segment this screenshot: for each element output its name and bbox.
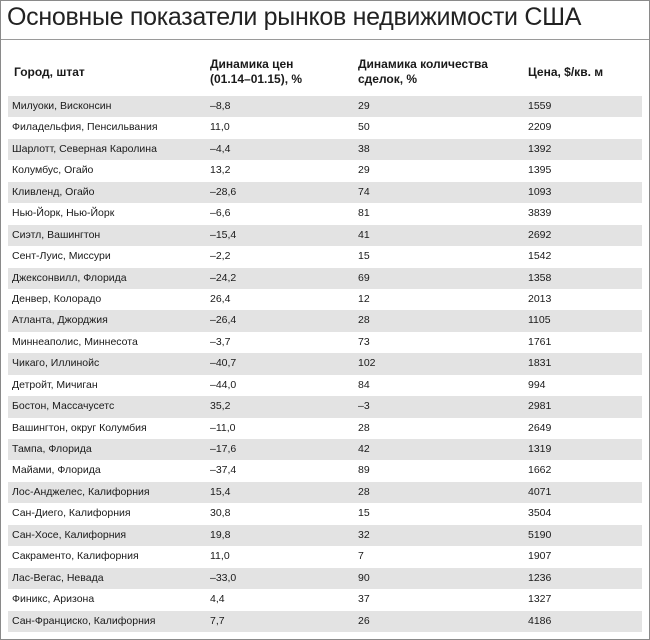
cell-city: Лас-Вегас, Невада [12, 571, 104, 584]
cell-price: 1319 [528, 443, 552, 455]
cell-price-change: 26,4 [210, 292, 231, 305]
column-header-deals-change: Динамика количества сделок, % [358, 57, 488, 86]
cell-deals-change: 84 [358, 378, 370, 391]
cell-deals-change: 28 [358, 421, 370, 434]
cell-deals-change: 50 [358, 121, 370, 134]
cell-deals-change: –3 [358, 400, 370, 413]
cell-deals-change: 32 [358, 528, 370, 541]
cell-deals-change: 12 [358, 292, 370, 305]
cell-price: 3504 [528, 507, 552, 520]
cell-price: 1093 [528, 185, 552, 198]
cell-city: Атланта, Джорджия [12, 314, 108, 327]
table-header [1, 53, 649, 95]
cell-deals-change: 26 [358, 614, 370, 627]
cell-price-change: –6,6 [210, 207, 231, 220]
cell-deals-change: 74 [358, 185, 370, 198]
column-header-price: Цена, $/кв. м [528, 65, 604, 79]
cell-city: Бостон, Массачусетс [12, 400, 115, 413]
cell-city: Миннеаполис, Миннесота [12, 335, 138, 348]
cell-city: Шарлотт, Северная Каролина [12, 142, 157, 155]
cell-price-change: –2,2 [210, 250, 231, 263]
table-row [8, 289, 642, 310]
cell-deals-change: 29 [358, 164, 370, 177]
table-row [8, 160, 642, 181]
table-row [8, 546, 642, 567]
cell-deals-change: 37 [358, 593, 370, 606]
cell-price-change: 30,8 [210, 507, 231, 520]
cell-price: 1395 [528, 164, 552, 177]
cell-price: 1358 [528, 271, 552, 284]
cell-price-change: 35,2 [210, 400, 231, 413]
cell-price-change: 7,7 [210, 614, 225, 627]
table-row [8, 375, 642, 396]
cell-city: Финикс, Аризона [12, 593, 95, 606]
table-row [8, 460, 642, 481]
cell-price: 2209 [528, 121, 552, 134]
column-header-city: Город, штат [14, 65, 85, 79]
table-row [8, 482, 642, 503]
cell-deals-change: 38 [358, 142, 370, 155]
cell-city: Сан-Франциско, Калифорния [12, 614, 156, 627]
cell-deals-change: 42 [358, 443, 370, 455]
cell-price-change: –37,4 [210, 464, 237, 477]
cell-deals-change: 29 [358, 100, 370, 112]
cell-deals-change: 90 [358, 571, 370, 584]
cell-deals-change: 102 [358, 357, 376, 370]
cell-price-change: –17,6 [210, 443, 237, 455]
cell-city: Джексонвилл, Флорида [12, 271, 127, 284]
cell-price: 994 [528, 378, 546, 391]
cell-price: 1236 [528, 571, 552, 584]
table-row [8, 353, 642, 374]
cell-city: Лос-Анджелес, Калифорния [12, 485, 150, 498]
cell-city: Денвер, Колорадо [12, 292, 102, 305]
cell-deals-change: 7 [358, 550, 364, 563]
table-row [8, 96, 642, 117]
cell-price-change: –40,7 [210, 357, 237, 370]
cell-price: 1662 [528, 464, 552, 477]
cell-price: 1392 [528, 142, 552, 155]
cell-price: 1559 [528, 100, 552, 112]
cell-city: Кливленд, Огайо [12, 185, 95, 198]
table-row [8, 182, 642, 203]
cell-deals-change: 15 [358, 250, 370, 263]
table-body [8, 96, 642, 632]
table-row [8, 332, 642, 353]
cell-price: 4186 [528, 614, 552, 627]
cell-price: 1907 [528, 550, 552, 563]
cell-deals-change: 69 [358, 271, 370, 284]
cell-price-change: –3,7 [210, 335, 231, 348]
cell-price: 1105 [528, 314, 551, 327]
cell-price: 3839 [528, 207, 552, 220]
cell-deals-change: 28 [358, 485, 370, 498]
table-row [8, 568, 642, 589]
cell-city: Майами, Флорида [12, 464, 101, 477]
cell-city: Сан-Хосе, Калифорния [12, 528, 127, 541]
cell-price: 1761 [528, 335, 552, 348]
cell-price-change: –11,0 [210, 421, 236, 434]
cell-price-change: 11,0 [210, 550, 230, 563]
cell-price: 4071 [528, 485, 552, 498]
cell-price: 2013 [528, 292, 552, 305]
cell-city: Нью-Йорк, Нью-Йорк [12, 207, 115, 220]
cell-price-change: 15,4 [210, 485, 231, 498]
table-row [8, 310, 642, 331]
cell-price: 1327 [528, 593, 552, 606]
cell-city: Тампа, Флорида [12, 443, 92, 455]
cell-city: Сент-Луис, Миссури [12, 250, 111, 263]
table-row [8, 268, 642, 289]
cell-price-change: –4,4 [210, 142, 231, 155]
cell-price-change: 19,8 [210, 528, 231, 541]
cell-city: Вашингтон, округ Колумбия [12, 421, 147, 434]
cell-price: 1542 [528, 250, 552, 263]
title-divider [1, 39, 649, 40]
cell-deals-change: 89 [358, 464, 370, 477]
table-row [8, 439, 642, 460]
table-row [8, 503, 642, 524]
table-row [8, 396, 642, 417]
cell-city: Колумбус, Огайо [12, 164, 94, 177]
table-row [8, 225, 642, 246]
table-row [8, 203, 642, 224]
cell-deals-change: 28 [358, 314, 370, 327]
table-row [8, 117, 642, 138]
cell-city: Детройт, Мичиган [12, 378, 98, 391]
cell-price: 5190 [528, 528, 552, 541]
cell-price-change: –8,8 [210, 100, 231, 112]
table-row [8, 246, 642, 267]
cell-price-change: –33,0 [210, 571, 237, 584]
table-row [8, 139, 642, 160]
cell-price-change: 4,4 [210, 593, 225, 606]
cell-city: Сакраменто, Калифорния [12, 550, 139, 563]
cell-price-change: –44,0 [210, 378, 237, 391]
table-row [8, 589, 642, 610]
cell-price-change: 13,2 [210, 164, 231, 177]
cell-price-change: –26,4 [210, 314, 237, 327]
cell-price-change: 11,0 [210, 121, 230, 134]
cell-price-change: –28,6 [210, 185, 237, 198]
cell-city: Филадельфия, Пенсильвания [12, 121, 158, 134]
table-row [8, 525, 642, 546]
cell-deals-change: 15 [358, 507, 370, 520]
table-row [8, 418, 642, 439]
cell-city: Сиэтл, Вашингтон [12, 228, 101, 241]
cell-city: Милуоки, Висконсин [12, 100, 112, 112]
table-row [8, 611, 642, 632]
cell-deals-change: 41 [358, 228, 370, 241]
cell-price: 2649 [528, 421, 552, 434]
column-header-price-change: Динамика цен (01.14–01.15), % [210, 57, 303, 86]
cell-price-change: –15,4 [210, 228, 237, 241]
cell-price: 2692 [528, 228, 552, 241]
cell-city: Чикаго, Иллинойс [12, 357, 100, 370]
cell-deals-change: 81 [358, 207, 370, 220]
cell-city: Сан-Диего, Калифорния [12, 507, 131, 520]
cell-price: 1831 [528, 357, 552, 370]
cell-deals-change: 73 [358, 335, 370, 348]
cell-price: 2981 [528, 400, 552, 413]
cell-price-change: –24,2 [210, 271, 237, 284]
page-title: Основные показатели рынков недвижимости США [7, 3, 582, 31]
